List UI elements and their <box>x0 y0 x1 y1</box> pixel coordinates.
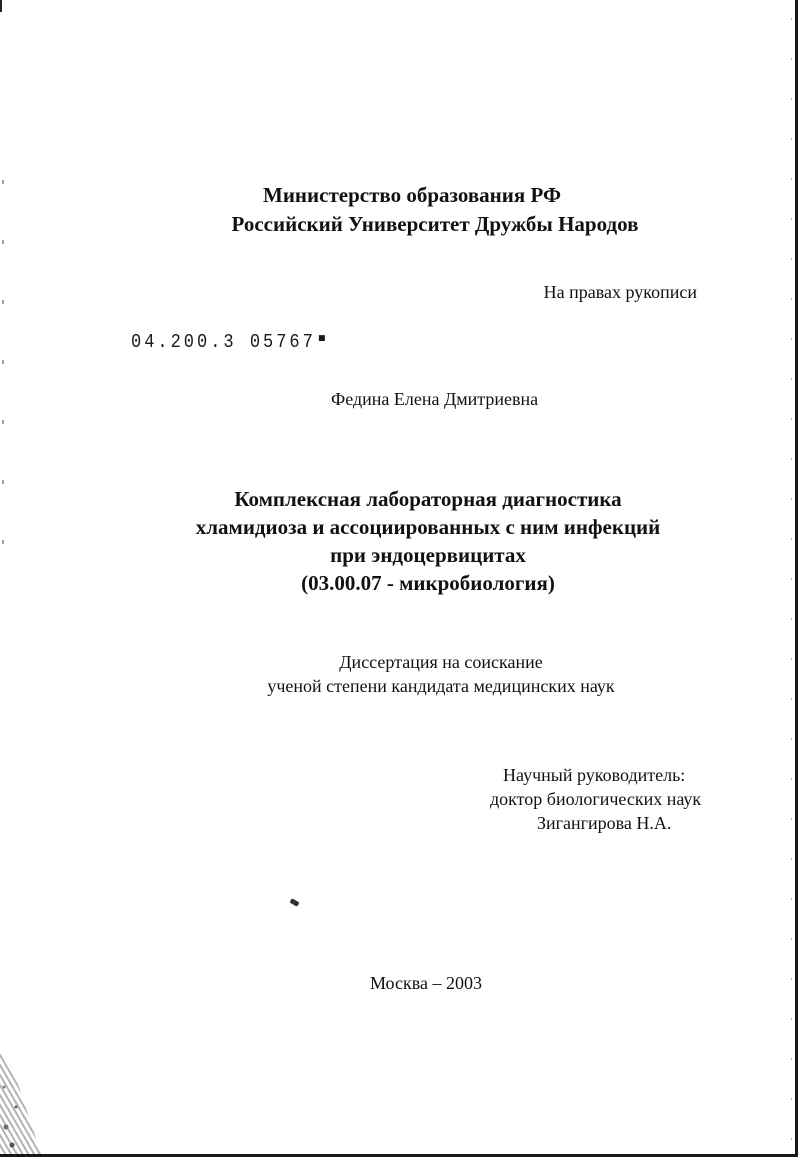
title-line: Комплексная лабораторная диагностика <box>234 487 622 511</box>
dissertation-line-2: ученой степени кандидата медицинских наук <box>267 676 615 696</box>
title-specialty-line: (03.00.07 - микробиология) <box>301 571 555 595</box>
supervisor-block <box>490 763 701 835</box>
author-name: Федина Елена Дмитриевна <box>331 389 539 409</box>
scan-speck <box>289 898 299 907</box>
supervisor-degree: доктор биологических наук <box>490 789 702 809</box>
university-name: Российский Университет Дружбы Народов <box>231 212 639 236</box>
scan-edge-mark <box>0 0 2 12</box>
supervisor-name: Зигангирова Н.А. <box>537 813 672 833</box>
title-line: хламидиоза и ассоциированных с ним инфекций <box>195 515 661 539</box>
supervisor-role: Научный руководитель: <box>503 765 686 785</box>
catalog-tick-mark: ▀ <box>318 336 328 350</box>
rights-note: На правах рукописи <box>543 282 697 302</box>
dissertation-line-1: Диссертация на соискание <box>339 652 543 672</box>
institution-header <box>0 181 798 239</box>
title-line: при эндоцервицитах <box>330 543 526 567</box>
dissertation-type <box>0 650 798 698</box>
scan-noise <box>0 1047 42 1157</box>
ministry-name: Министерство образования РФ <box>263 183 561 207</box>
catalog-number-text: 04.200.3 05767 <box>131 332 316 354</box>
place-year: Москва – 2003 <box>370 973 482 993</box>
dissertation-title <box>0 485 798 597</box>
catalog-number <box>131 330 328 357</box>
